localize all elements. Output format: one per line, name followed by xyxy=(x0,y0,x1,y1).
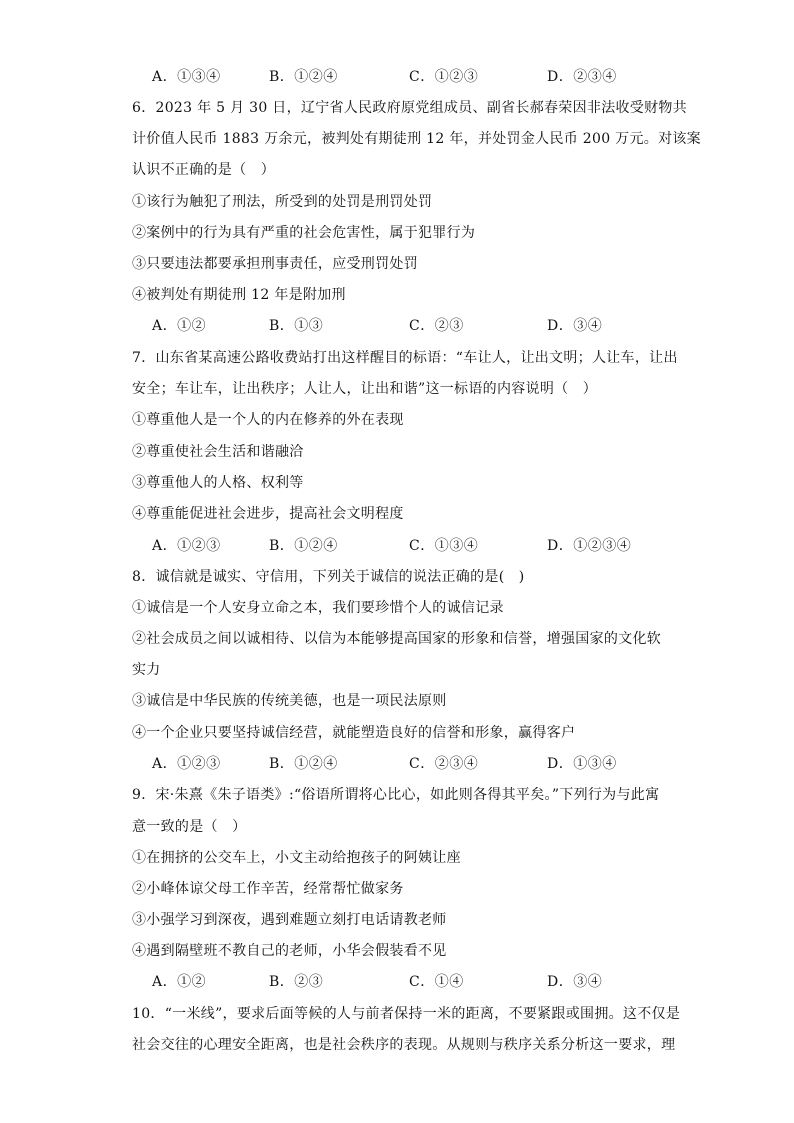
q7-statement: ①尊重他人是一个人的内在修养的外在表现 xyxy=(132,412,404,428)
q8-option-c[interactable]: C．②③④ xyxy=(409,756,479,772)
q7-option-c[interactable]: C．①③④ xyxy=(409,538,479,554)
q6-option-a[interactable]: A．①② xyxy=(152,318,207,334)
q6-stem-line: 计价值人民币 1883 万余元，被判处有期徒刑 12 年，并处罚金人民币 200 万元。对该案 xyxy=(132,131,701,147)
q10-stem-line: 社会交往的心理安全距离，也是社会秩序的表现。从规则与秩序关系分析这一要求，理 xyxy=(132,1037,676,1053)
q8-option-b[interactable]: B．①②④ xyxy=(269,756,338,772)
q6-statement: ①该行为触犯了刑法，所受到的处罚是刑罚处罚 xyxy=(132,194,433,210)
q8-statement: ④一个企业只要坚持诚信经营，就能塑造良好的信誉和形象，赢得客户 xyxy=(132,725,576,741)
q9-statement: ②小峰体谅父母工作辛苦，经常帮忙做家务 xyxy=(132,881,404,897)
q5-option-b[interactable]: B．①②④ xyxy=(269,69,338,85)
q6-option-b[interactable]: B．①③ xyxy=(269,318,324,334)
q8-options xyxy=(152,753,712,773)
q7-options xyxy=(152,535,712,555)
q7-option-a[interactable]: A．①②③ xyxy=(152,538,221,554)
q9-options xyxy=(152,971,712,991)
q5-option-c[interactable]: C．①②③ xyxy=(409,69,479,85)
q8-statement-cont: 实力 xyxy=(132,662,161,678)
q6-statement: ③只要违法都要承担刑事责任，应受刑罚处罚 xyxy=(132,256,418,272)
q7-stem-line: 7．山东省某高速公路收费站打出这样醒目的标语：“车让人，让出文明；人让车，让出 xyxy=(132,350,678,366)
q9-statement: ④遇到隔壁班不教自己的老师，小华会假装看不见 xyxy=(132,943,447,959)
q7-option-b[interactable]: B．①②④ xyxy=(269,538,338,554)
q8-option-d[interactable]: D．①③④ xyxy=(547,756,617,772)
q8-statement: ①诚信是一个人安身立命之本，我们要珍惜个人的诚信记录 xyxy=(132,600,504,616)
q9-option-d[interactable]: D．③④ xyxy=(547,974,603,990)
q7-statement: ②尊重使社会生活和谐融洽 xyxy=(132,444,304,460)
q5-option-a[interactable]: A．①③④ xyxy=(152,69,221,85)
q7-statement: ③尊重他人的人格、权利等 xyxy=(132,475,304,491)
q9-stem-line: 意一致的是（ ） xyxy=(132,819,247,835)
q5-options xyxy=(152,66,712,86)
q9-option-a[interactable]: A．①② xyxy=(152,974,207,990)
q8-statement: ②社会成员之间以诚相待、以信为本能够提高国家的形象和信誉，增强国家的文化软 xyxy=(132,631,662,647)
q6-statement: ②案例中的行为具有严重的社会危害性，属于犯罪行为 xyxy=(132,225,476,241)
q6-stem-line: 6．2023 年 5 月 30 日，辽宁省人民政府原党组成员、副省长郝春荣因非法收受财物共 xyxy=(132,100,688,116)
q10-stem-line: 10．“一米线”，要求后面等候的人与前者保持一米的距离，不要紧跟或围拥。这不仅是 xyxy=(132,1006,681,1022)
q9-option-c[interactable]: C．①④ xyxy=(409,974,464,990)
q9-statement: ①在拥挤的公交车上，小文主动给抱孩子的阿姨让座 xyxy=(132,850,461,866)
q9-statement: ③小强学习到深夜，遇到难题立刻打电话请教老师 xyxy=(132,912,447,928)
q8-option-a[interactable]: A．①②③ xyxy=(152,756,221,772)
q9-option-b[interactable]: B．②③ xyxy=(269,974,324,990)
q8-statement: ③诚信是中华民族的传统美德，也是一项民法原则 xyxy=(132,693,447,709)
q6-option-c[interactable]: C．②③ xyxy=(409,318,464,334)
q7-option-d[interactable]: D．①②③④ xyxy=(547,538,632,554)
q7-stem-line: 安全；车让车，让出秩序；人让人，让出和谐”这一标语的内容说明（ ） xyxy=(132,381,598,397)
q7-statement: ④尊重能促进社会进步，提高社会文明程度 xyxy=(132,506,404,522)
q9-stem-line: 9．宋·朱熹《朱子语类》:“俗语所谓将心比心，如此则各得其平矣。”下列行为与此寓 xyxy=(132,787,660,803)
q8-stem-line: 8．诚信就是诚实、守信用，下列关于诚信的说法正确的是( ) xyxy=(132,569,525,585)
q6-statement: ④被判处有期徒刑 12 年是附加刑 xyxy=(132,287,346,303)
q5-option-d[interactable]: D．②③④ xyxy=(547,69,617,85)
q6-stem-line: 认识不正确的是（ ） xyxy=(132,162,275,178)
q6-option-d[interactable]: D．③④ xyxy=(547,318,603,334)
q6-options xyxy=(152,315,712,335)
